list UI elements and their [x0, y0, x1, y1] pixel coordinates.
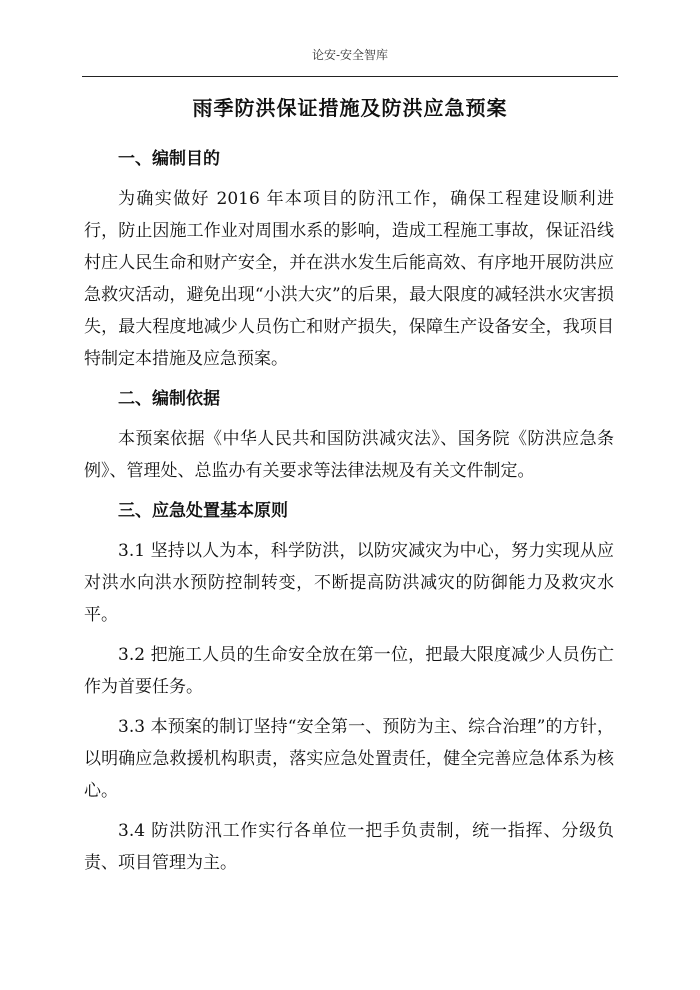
paragraph: 3.3 本预案的制订坚持“安全第一、预防为主、综合治理”的方针，以明确应急救援机构职责，落实应急处置责任，健全完善应急体系为核心。 — [84, 717, 614, 801]
page-header: 论安-安全智库 — [311, 48, 389, 62]
document-title: 雨季防洪保证措施及防洪应急预案 — [192, 96, 508, 120]
paragraph: 3.4 防洪防汛工作实行各单位一把手负责制，统一指挥、分级负责、项目管理为主。 — [84, 821, 614, 873]
document-body — [84, 143, 614, 887]
paragraph: 3.1 坚持以人为本，科学防洪，以防灾减灾为中心，努力实现从应对洪水向洪水预防控制转变，不断提高防洪减灾的防御能力及救灾水平。 — [84, 541, 614, 625]
section-heading: 三、应急处置基本原则 — [118, 501, 288, 521]
paragraph: 3.2 把施工人员的生命安全放在第一位，把最大限度减少人员伤亡作为首要任务。 — [84, 645, 614, 697]
paragraph: 本预案依据《中华人民共和国防洪减灾法》、国务院《防洪应急条例》、管理处、总监办有关要求等法律法规及有关文件制定。 — [84, 429, 614, 481]
paragraph: 为确实做好 2016 年本项目的防汛工作，确保工程建设顺利进行，防止因施工作业对周围水系的影响，造成工程施工事故，保证沿线村庄人民生命和财产安全，并在洪水发生后能高效、有序地开展防洪应急救灾活动，避免出现“小洪大灾”的后果，最大限度的减轻洪水灾害损失，最大程度地减少人员伤亡和财产损失，保障生产设备安全，我项目特制定本措施及应急预案。 — [84, 189, 614, 369]
section-heading: 二、编制依据 — [118, 389, 220, 409]
header-divider — [82, 76, 618, 77]
section-heading: 一、编制目的 — [118, 149, 220, 169]
